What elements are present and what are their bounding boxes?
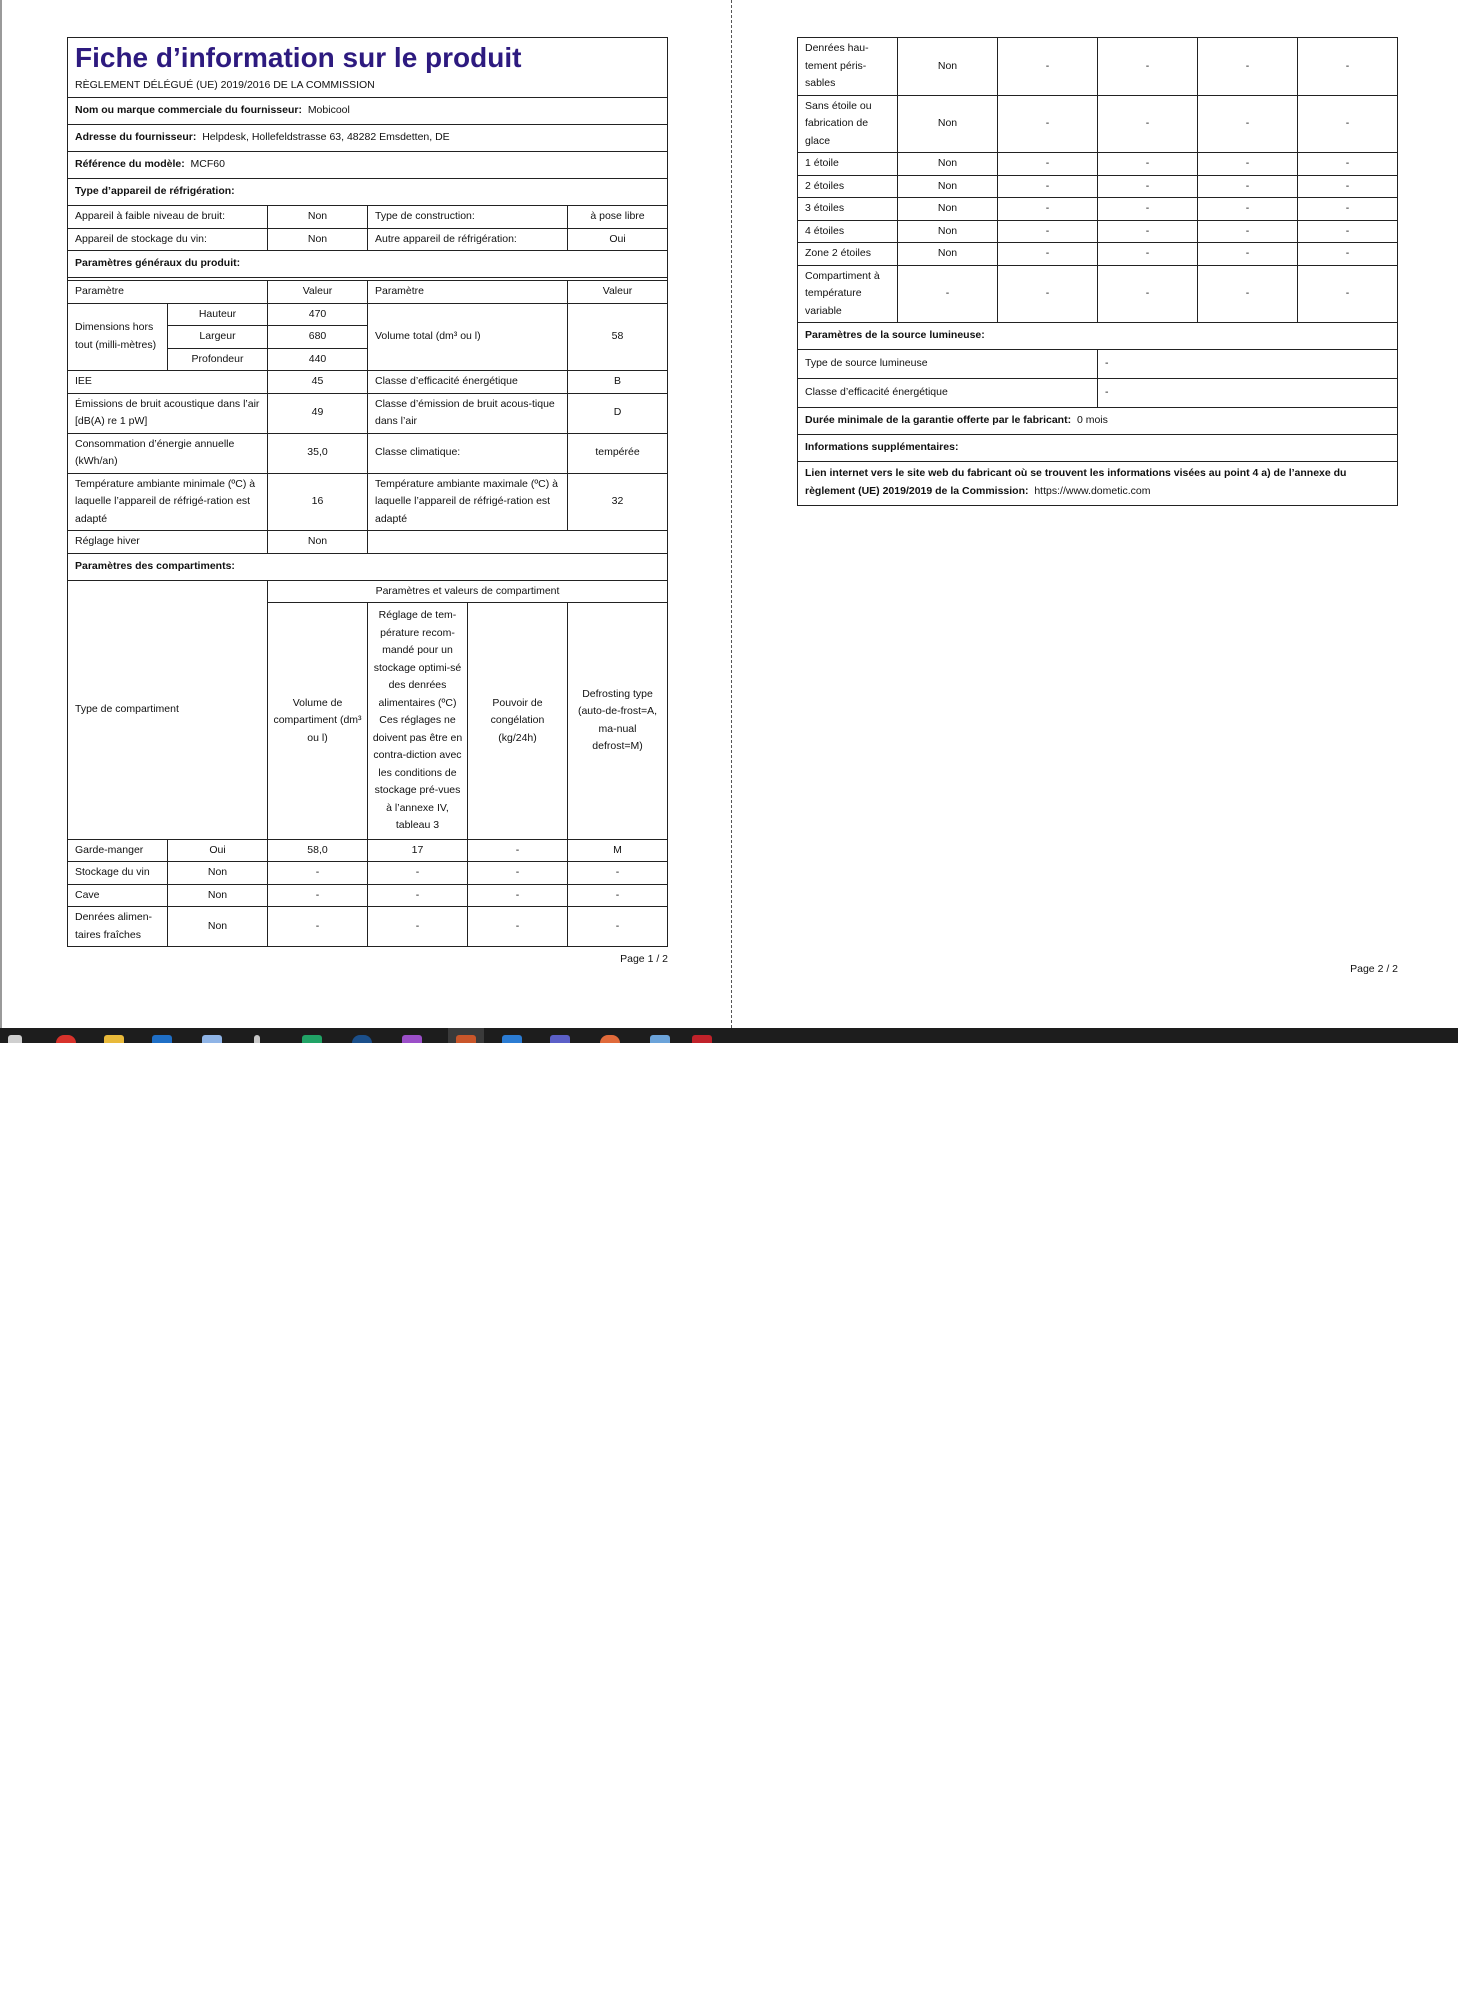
max-temp-value: 32 xyxy=(568,473,668,531)
other-appliance-label: Autre appareil de réfrigération: xyxy=(368,228,568,251)
compartment-name: Garde-manger xyxy=(68,839,168,862)
compartment-volume: - xyxy=(998,175,1098,198)
table-row xyxy=(798,153,1398,176)
defrost-column-header: Defrosting type (auto-de-frost=A, ma-nual defrost=M) xyxy=(568,603,668,840)
compartment-volume: - xyxy=(998,220,1098,243)
outlook-icon[interactable] xyxy=(152,1035,172,1043)
table-row xyxy=(68,839,668,862)
min-temp-label: Température ambiante minimale (ºC) à laquelle l’appareil de réfrigé-ration est adapté xyxy=(68,473,268,531)
compartment-temp: - xyxy=(1098,175,1198,198)
compartment-name: Compartiment à température variable xyxy=(798,265,898,323)
regulation-reference: RÈGLEMENT DÉLÉGUÉ (UE) 2019/2016 DE LA COMMISSION xyxy=(75,79,375,91)
compartment-freezing: - xyxy=(468,907,568,947)
appliance-type-heading: Type d’appareil de réfrigération: xyxy=(68,179,668,206)
volume-column-header: Volume de compartiment (dm³ ou l) xyxy=(268,603,368,840)
compartment-volume: - xyxy=(998,243,1098,266)
vpn-icon[interactable] xyxy=(650,1035,670,1043)
compartment-defrost: - xyxy=(1298,95,1398,153)
compartment-volume: - xyxy=(998,38,1098,96)
climate-class-label: Classe climatique: xyxy=(368,433,568,473)
eei-value: 45 xyxy=(268,371,368,394)
compartment-present: Non xyxy=(168,862,268,885)
total-volume-label: Volume total (dm³ ou l) xyxy=(368,303,568,371)
compartment-continuation-table xyxy=(797,37,1398,506)
supplier-name-row xyxy=(68,98,668,125)
compartment-freezing: - xyxy=(468,839,568,862)
edge-icon[interactable] xyxy=(352,1035,372,1043)
acrobat-icon[interactable] xyxy=(456,1035,476,1043)
value-header-right: Valeur xyxy=(568,281,668,304)
compartment-temp: 17 xyxy=(368,839,468,862)
winter-label: Réglage hiver xyxy=(68,531,268,554)
compartment-volume: - xyxy=(268,907,368,947)
table-row xyxy=(798,198,1398,221)
onenote-icon[interactable] xyxy=(402,1035,422,1043)
table-row xyxy=(68,907,668,947)
compartment-freezing: - xyxy=(1198,220,1298,243)
compartment-defrost: - xyxy=(568,862,668,885)
compartment-volume: - xyxy=(998,95,1098,153)
param-header-left: Paramètre xyxy=(68,281,268,304)
paint-icon[interactable] xyxy=(600,1035,620,1043)
compartment-type-header: Type de compartiment xyxy=(68,580,268,839)
compartment-freezing: - xyxy=(1198,198,1298,221)
depth-label: Profondeur xyxy=(168,348,268,371)
compartment-defrost: - xyxy=(1298,243,1398,266)
compartment-present: Non xyxy=(898,175,998,198)
compartment-freezing: - xyxy=(468,884,568,907)
construction-label: Type de construction: xyxy=(368,206,568,229)
annual-energy-label: Consommation d’énergie annuelle (kWh/an) xyxy=(68,433,268,473)
construction-value: à pose libre xyxy=(568,206,668,229)
noise-class-value: D xyxy=(568,393,668,433)
light-class-value: - xyxy=(1098,379,1398,408)
energy-class-label: Classe d’efficacité énergétique xyxy=(368,371,568,394)
page-title: Fiche d’information sur le produit xyxy=(75,42,522,73)
compartment-name: 3 étoiles xyxy=(798,198,898,221)
compartment-present: Non xyxy=(168,884,268,907)
compartment-values-header: Paramètres et valeurs de compartiment xyxy=(268,580,668,603)
warranty-value: 0 mois xyxy=(1076,414,1108,427)
compartment-freezing: - xyxy=(1198,153,1298,176)
model-row xyxy=(68,152,668,179)
light-type-value: - xyxy=(1098,350,1398,379)
wine-storage-label: Appareil de stockage du vin: xyxy=(68,228,268,251)
compartment-temp: - xyxy=(1098,38,1198,96)
compartment-defrost: - xyxy=(1298,220,1398,243)
supplier-address-row xyxy=(68,125,668,152)
compartment-name: Denrées hau-tement péris-sables xyxy=(798,38,898,96)
total-volume-value: 58 xyxy=(568,303,668,371)
supplier-address-value: Helpdesk, Hollefeldstrasse 63, 48282 Emsdetten, DE xyxy=(202,131,450,144)
model-value: MCF60 xyxy=(190,158,225,171)
model-label: Référence du modèle: xyxy=(75,158,185,171)
compartment-freezing: - xyxy=(468,862,568,885)
pdf-reader-icon[interactable] xyxy=(692,1035,712,1043)
light-type-label: Type de source lumineuse xyxy=(798,350,1098,379)
width-value: 680 xyxy=(268,326,368,349)
page-2 xyxy=(797,37,1398,975)
compartment-temp: - xyxy=(1098,220,1198,243)
compartment-freezing: - xyxy=(1198,175,1298,198)
compartment-volume: - xyxy=(998,265,1098,323)
compartment-defrost: - xyxy=(1298,198,1398,221)
value-header-left: Valeur xyxy=(268,281,368,304)
teams-icon[interactable] xyxy=(550,1035,570,1043)
page-number: Page 1 / 2 xyxy=(620,953,668,965)
eei-label: IEE xyxy=(68,371,268,394)
compartment-temp: - xyxy=(1098,95,1198,153)
chrome-icon[interactable] xyxy=(56,1035,76,1043)
page-1 xyxy=(67,37,668,965)
dimensions-label: Dimensions hors tout (milli-mètres) xyxy=(68,303,168,371)
empty-cell xyxy=(368,531,668,554)
compartment-volume: - xyxy=(268,862,368,885)
supplier-address-label: Adresse du fournisseur: xyxy=(75,131,197,144)
compartment-present: Non xyxy=(898,153,998,176)
winter-value: Non xyxy=(268,531,368,554)
compartment-name: 1 étoile xyxy=(798,153,898,176)
light-source-heading: Paramètres de la source lumineuse: xyxy=(798,323,1398,350)
compartment-name: Zone 2 étoiles xyxy=(798,243,898,266)
compartment-temp: - xyxy=(1098,153,1198,176)
compartment-name: 4 étoiles xyxy=(798,220,898,243)
table-row xyxy=(798,265,1398,323)
page-divider xyxy=(731,0,732,1028)
compartment-present: Non xyxy=(898,95,998,153)
compartment-defrost: - xyxy=(568,907,668,947)
compartment-defrost: - xyxy=(568,884,668,907)
table-row xyxy=(68,884,668,907)
start-icon[interactable] xyxy=(8,1035,22,1043)
viewer-left-edge xyxy=(0,0,2,1028)
compartment-present: - xyxy=(898,265,998,323)
param-header-right: Paramètre xyxy=(368,281,568,304)
compartment-volume: - xyxy=(998,198,1098,221)
compartment-defrost: - xyxy=(1298,153,1398,176)
temperature-column-header: Réglage de tem-pérature recom-mandé pour un stockage optimi-sé des denrées alimentaires (ºC) Ces réglages ne doivent pas être en contra-diction avec les conditions de stockage pré-vues à l’annexe IV, tableau 3 xyxy=(368,603,468,840)
compartment-name: Stockage du vin xyxy=(68,862,168,885)
width-label: Largeur xyxy=(168,326,268,349)
table-row xyxy=(798,220,1398,243)
compartment-volume: 58,0 xyxy=(268,839,368,862)
compartment-name: Cave xyxy=(68,884,168,907)
weblink-value: https://www.dometic.com xyxy=(1034,484,1151,497)
compartment-temp: - xyxy=(1098,265,1198,323)
height-value: 470 xyxy=(268,303,368,326)
table-row xyxy=(798,243,1398,266)
page-number: Page 2 / 2 xyxy=(1350,963,1398,975)
annual-energy-value: 35,0 xyxy=(268,433,368,473)
depth-value: 440 xyxy=(268,348,368,371)
min-temp-value: 16 xyxy=(268,473,368,531)
freezing-column-header: Pouvoir de congélation (kg/24h) xyxy=(468,603,568,840)
low-noise-label: Appareil à faible niveau de bruit: xyxy=(68,206,268,229)
compartment-freezing: - xyxy=(1198,38,1298,96)
weblink-label: Lien internet vers le site web du fabricant où se trouvent les informations visées au point 4 a) de l’annexe du règlement (UE) 2019/2019 de la Commission: xyxy=(805,467,1347,497)
table-row xyxy=(798,175,1398,198)
compartment-present: Non xyxy=(898,38,998,96)
compartment-volume: - xyxy=(268,884,368,907)
wine-storage-value: Non xyxy=(268,228,368,251)
energy-class-value: B xyxy=(568,371,668,394)
compartment-defrost: - xyxy=(1298,38,1398,96)
other-appliance-value: Oui xyxy=(568,228,668,251)
climate-class-value: tempérée xyxy=(568,433,668,473)
calendar-icon[interactable] xyxy=(502,1035,522,1043)
file-explorer-icon[interactable] xyxy=(104,1035,124,1043)
product-info-table xyxy=(67,37,668,947)
light-class-label: Classe d’efficacité énergétique xyxy=(798,379,1098,408)
table-row xyxy=(798,38,1398,96)
compartment-defrost: M xyxy=(568,839,668,862)
low-noise-value: Non xyxy=(268,206,368,229)
compartment-defrost: - xyxy=(1298,265,1398,323)
general-params-heading: Paramètres généraux du produit: xyxy=(68,251,668,278)
warranty-label: Durée minimale de la garantie offerte par le fabricant: xyxy=(805,414,1072,427)
compartment-freezing: - xyxy=(1198,243,1298,266)
compartment-temp: - xyxy=(368,907,468,947)
additional-info-label: Informations supplémentaires: xyxy=(798,435,1398,462)
compartment-temp: - xyxy=(1098,243,1198,266)
compartment-name: 2 étoiles xyxy=(798,175,898,198)
supplier-name-label: Nom ou marque commerciale du fournisseur: xyxy=(75,104,302,117)
word-icon[interactable] xyxy=(202,1035,222,1043)
compartment-present: Non xyxy=(168,907,268,947)
noise-emission-label: Émissions de bruit acoustique dans l’air [dB(A) re 1 pW] xyxy=(68,393,268,433)
noise-emission-value: 49 xyxy=(268,393,368,433)
compartment-present: Non xyxy=(898,220,998,243)
max-temp-label: Température ambiante maximale (ºC) à laquelle l’appareil de réfrigé-ration est adapté xyxy=(368,473,568,531)
compartment-temp: - xyxy=(1098,198,1198,221)
compartment-temp: - xyxy=(368,884,468,907)
table-row xyxy=(68,862,668,885)
compartment-temp: - xyxy=(368,862,468,885)
excel-icon[interactable] xyxy=(302,1035,322,1043)
compartment-volume: - xyxy=(998,153,1098,176)
table-row xyxy=(798,95,1398,153)
compartment-present: Non xyxy=(898,243,998,266)
compartment-freezing: - xyxy=(1198,265,1298,323)
height-label: Hauteur xyxy=(168,303,268,326)
compartment-name: Sans étoile ou fabrication de glace xyxy=(798,95,898,153)
compartment-present: Oui xyxy=(168,839,268,862)
supplier-name-value: Mobicool xyxy=(307,104,350,117)
compartment-present: Non xyxy=(898,198,998,221)
compartment-name: Denrées alimen-taires fraîches xyxy=(68,907,168,947)
blank-area xyxy=(0,1043,1458,2000)
noise-class-label: Classe d’émission de bruit acous-tique dans l’air xyxy=(368,393,568,433)
maps-icon[interactable] xyxy=(254,1035,260,1043)
compartment-params-heading: Paramètres des compartiments: xyxy=(68,553,668,580)
compartment-freezing: - xyxy=(1198,95,1298,153)
compartment-defrost: - xyxy=(1298,175,1398,198)
taskbar xyxy=(0,1028,1458,1043)
